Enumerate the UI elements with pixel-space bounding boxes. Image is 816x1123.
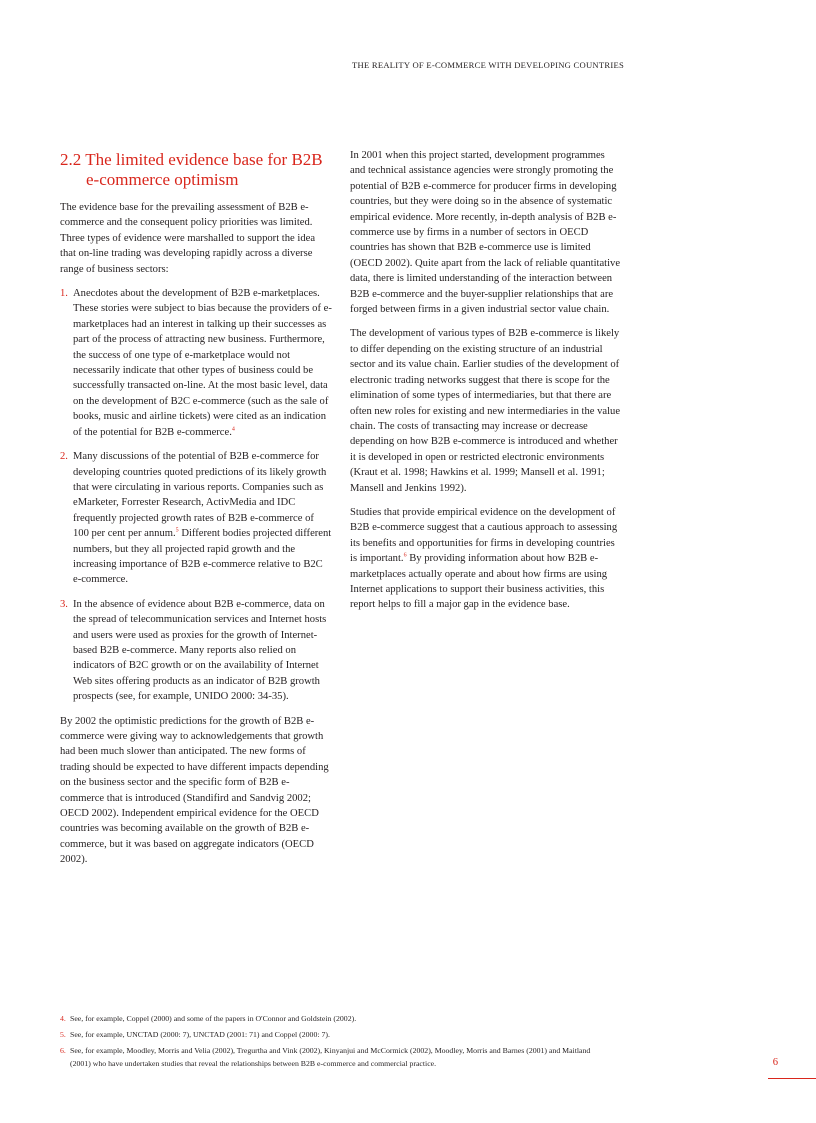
section-title: 2.2 The limited evidence base for B2B e-commerce optimism [60, 150, 323, 189]
paragraph-text-continued: By providing information about how B2B e-marketplaces actually operate and about how firms are using Internet applications to support their business activities, this report helps to fill a major gap in the evidence base. [350, 553, 608, 611]
paragraph-text: Studies that provide empirical evidence on the development of B2B e-commerce suggest that a cautious approach to assessing its benefits and opportunities for firms in developing countries is important. [350, 506, 618, 565]
page-number: 6 [772, 1057, 778, 1068]
page-number-rule [768, 1078, 816, 1079]
evidence-list [60, 286, 332, 705]
left-column [60, 148, 332, 877]
footnote-text: See, for example, Moodley, Morris and Velia (2002), Tregurtha and Vink (2002), Kinyanjui and McCormick (2002), Moodley, Morris and Barnes (2001) and Maitland (2001) who have undertaken studies that reveal the relationships between B2B e-commerce and commercial practice. [70, 1046, 591, 1068]
list-item [60, 449, 332, 588]
closing-paragraph: By 2002 the optimistic predictions for the growth of B2B e-commerce were giving way to acknowledgements that growth had been much slower than anticipated. The new forms of trading should be expected to have different impacts depending on the business sector and the specific form of B2B e-commerce that is introduced (Standifird and Sandvig 2002; OECD 2002). Independent empirical evidence for the OECD countries was becoming available on the growth of B2B e-commerce, but it was based on aggregate indicators (OECD 2002). [60, 715, 329, 866]
footnotes [60, 1013, 600, 1074]
footnote-ref: 6 [403, 552, 407, 559]
footnote-number: 5. [60, 1030, 66, 1040]
paragraph: In 2001 when this project started, development programmes and technical assistance agencies were strongly promoting the potential of B2B e-commerce for producer firms in developing countries, but they were doing so in the absence of systematic empirical evidence. More recently, in-depth analysis of B2B e-commerce use by firms in a number of sectors in OECD countries has shown that B2B e-commerce use is limited (OECD 2002). Quite apart from the lack of reliable quantitative data, there is limited understanding of the interaction between B2B e-commerce and the buyer-supplier relationships that are forged between firms in a given industrial sector value chain. [350, 150, 621, 316]
list-text-continued: Different bodies projected different numbers, but they all projected rapid growth and the increasing importance of B2B e-commerce relative to B2C e-commerce. [73, 528, 332, 586]
list-text: Many discussions of the potential of B2B e-commerce for developing countries quoted predictions of its likely growth that were circulating in various reports. Companies such as eMarketer, Forrester Research, ActivMedia and IDC frequently projected growth rates of B2B e-commerce of 100 per cent per annum. [73, 451, 327, 540]
list-item [60, 286, 332, 440]
footnote [60, 1029, 600, 1041]
paragraph: The development of various types of B2B e-commerce is likely to differ depending on the existing structure of an industrial sector and its value chain. Earlier studies of the development of electronic trading networks suggest that there is scope for the elimination of some types of intermediaries, but that there are often new roles for existing and new intermediaries in the value chain. The costs of transacting may increase or decrease depending on how B2B e-commerce is introduced and whether it is developed in open or restricted electronic environments (Kraut et al. 1998; Hawkins et al. 1999; Mansell et al. 1991; Mansell and Jenkins 1992). [350, 328, 621, 494]
footnote-ref: 4 [231, 426, 235, 433]
paragraph [350, 505, 622, 613]
footnote-number: 6. [60, 1046, 66, 1056]
list-number: 2. [60, 451, 68, 463]
list-number: 1. [60, 288, 68, 300]
list-text: Anecdotes about the development of B2B e-marketplaces. These stories were subject to bias because the providers of e-marketplaces had an interest in talking up their successes as part of the process of attracting new business. Furthermore, the success of one type of e-marketplace would not necessarily indicate that other types of business could be successfully transacted on-line. At the most basic level, data on the development of B2C e-commerce (such as the sale of books, music and airline tickets) were cited as an indication of the potential for B2B e-commerce. [73, 288, 332, 438]
footnote-number: 4. [60, 1014, 66, 1023]
footnote [60, 1013, 600, 1025]
list-item [60, 597, 332, 705]
footnote-text: See, for example, Coppel (2000) and some of the papers in O'Connor and Goldstein (2002). [70, 1014, 357, 1023]
footnote-ref: 5 [175, 527, 179, 534]
running-head: THE REALITY OF E-COMMERCE WITH DEVELOPING COUNTRIES [352, 60, 624, 70]
footnote-text: See, for example, UNCTAD (2000: 7), UNCTAD (2001: 71) and Coppel (2000: 7). [70, 1030, 330, 1040]
footnote [60, 1045, 600, 1069]
list-number: 3. [60, 598, 68, 610]
right-column [350, 148, 622, 622]
intro-paragraph: The evidence base for the prevailing assessment of B2B e-commerce and the consequent policy priorities was limited. Three types of evidence were marshalled to support the idea that on-line trading was developing rapidly across a diverse range of business sectors: [60, 202, 316, 275]
list-text: In the absence of evidence about B2B e-commerce, data on the spread of telecommunication services and Internet hosts and users were used as proxies for the growth of Internet-based B2B e-commerce. Many reports also relied on indicators of B2C growth or on the availability of Internet Web sites offering products as an indicator of B2B growth prospects (see, for example, UNIDO 2000: 34-35). [73, 598, 327, 703]
